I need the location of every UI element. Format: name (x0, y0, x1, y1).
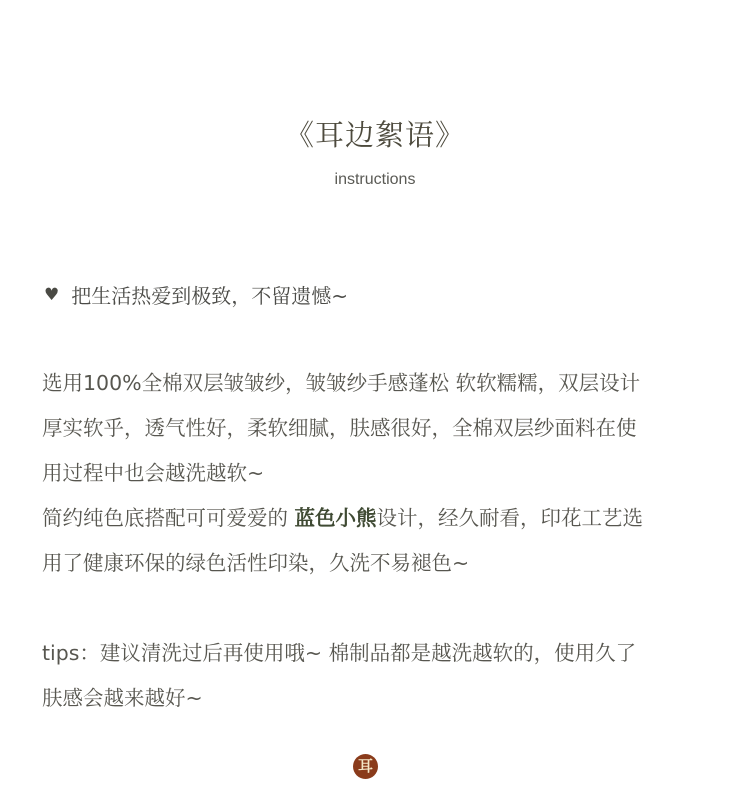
description-line: 厚实软乎，透气性好，柔软细腻，肤感很好，全棉双层纱面料在使 (42, 416, 637, 440)
description-text: 简约纯色底搭配可可爱爱的 (42, 506, 295, 530)
tips-line: 肤感会越来越好~ (42, 686, 203, 710)
heart-icon: ♥ (44, 284, 60, 305)
motto (44, 280, 348, 309)
highlight-text: 蓝色小熊 (294, 506, 377, 530)
brand-logo-icon: 耳 (353, 754, 378, 779)
tips-line: tips：建议清洗过后再使用哦~ 棉制品都是越洗越软的，使用久了 (42, 641, 637, 665)
description-text: 设计，经久耐看，印花工艺选 (376, 506, 644, 530)
description-line: 用了健康环保的绿色活性印染，久洗不易褪色~ (42, 551, 470, 575)
page-title: 《耳边絮语》 (284, 118, 465, 152)
description-line (42, 496, 722, 541)
description-line: 用过程中也会越洗越软~ (42, 461, 265, 485)
motto-text: 把生活热爱到极致，不留遗憾~ (71, 284, 349, 308)
page-subtitle: instructions (334, 171, 416, 188)
description-paragraph (42, 361, 722, 586)
description-line: 选用100%全棉双层皱皱纱，皱皱纱手感蓬松 软软糯糯，双层设计 (42, 371, 641, 395)
tips-paragraph (42, 631, 722, 721)
